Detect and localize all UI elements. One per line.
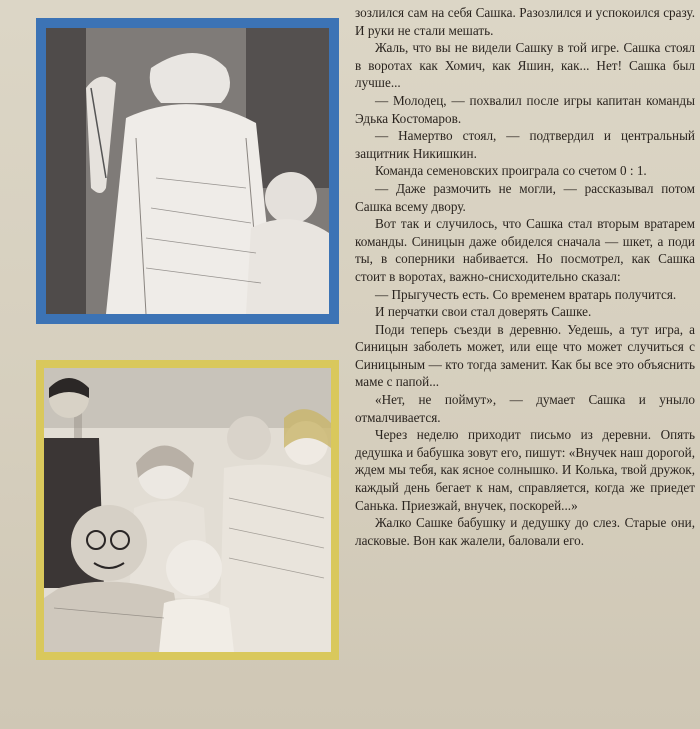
paragraph: «Нет, не поймут», — думает Сашка и уныло отмалчивается. [355, 392, 695, 425]
paragraph: Жалко Сашке бабушку и дедушку до слез. Старые они, ласковые. Вон как жалели, баловали его. [355, 515, 695, 548]
paragraph: Вот так и случилось, что Сашка стал вторым вратарем команды. Синицын даже обиделся сначала — шкет, а поди ты, в соперники набивается. Но посмотрел, как Сашка стоит в воротах, важно-снисходительно сказал: [355, 216, 695, 284]
paragraph: И перчатки свои стал доверять Сашке. [375, 304, 592, 320]
illustration-woman-with-gloves-and-boy [36, 18, 339, 324]
illustration-group-of-children-and-grandfather [36, 360, 339, 660]
paragraph: — Молодец, — похвалил после игры капитан команды Эдька Костомаров. [355, 92, 695, 126]
sketch-woman-and-boy [46, 28, 329, 314]
story-text-column [355, 4, 695, 549]
paragraph: — Даже размочить не могли, — рассказывал потом Сашка всему двору. [355, 180, 695, 214]
paragraph: зозлился сам на себя Сашка. Разозлился и успокоился сразу. И руки не стали мешать. [355, 5, 695, 38]
paragraph: Жаль, что вы не видели Сашку в той игре. Сашка стоял в воротах как Хомич, как Яшин, как... Нет! Сашка был лучше... [355, 40, 695, 91]
paragraph: Команда семеновских проиграла со счетом 0 : 1. [375, 163, 647, 179]
paragraph: Поди теперь съезди в деревню. Уедешь, а тут игра, а Синицын заболеть может, или еще что может случиться с Синицыным — кто тогда заменит. Как бы все это объяснить маме с папой... [355, 321, 695, 390]
sketch-children-and-grandfather [44, 368, 331, 652]
paragraph: Через неделю приходит письмо из деревни. Опять дедушка и бабушка зовут его, пишут: «Внучек наш дорогой, ждем мы тебя, как ясное солнышко. И Колька, твой дружок, каждый день бегает к нам, справляется, когда же приедет Санька. Приезжай, внучек, поскорей...» [355, 427, 695, 513]
paragraph: — Прыгучесть есть. Со временем вратарь получится. [375, 286, 677, 302]
paragraph: — Намертво стоял, — подтвердил и центральный защитник Никишкин. [355, 128, 695, 161]
